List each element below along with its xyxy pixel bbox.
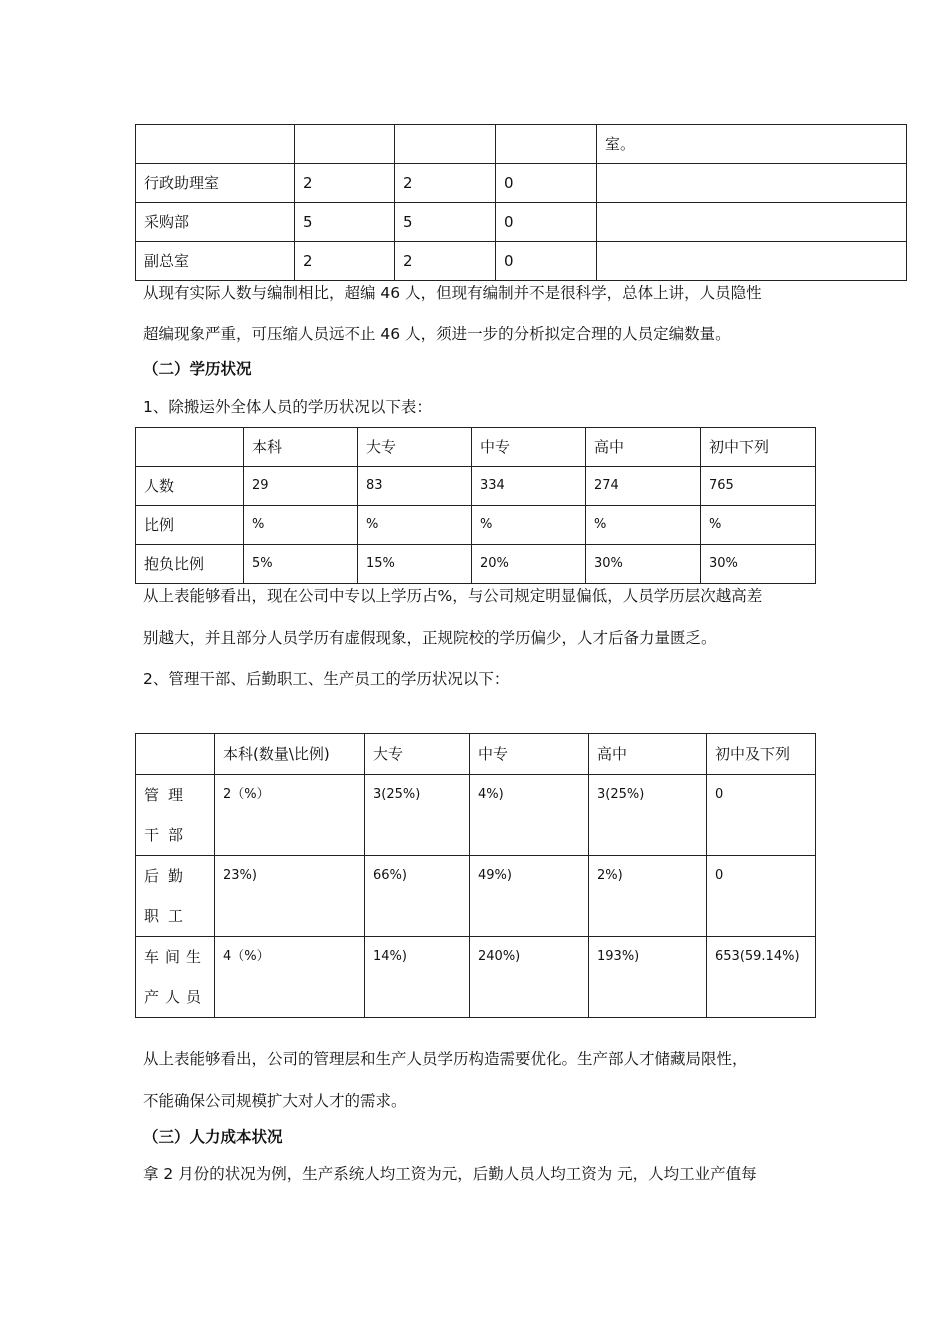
education-by-group-table (135, 733, 816, 1018)
table-cell: 0 (707, 775, 816, 856)
table-cell (395, 125, 496, 164)
table-cell (496, 125, 597, 164)
table-cell: 0 (496, 203, 597, 242)
table-row (136, 775, 816, 856)
table-header-cell: 大专 (358, 428, 472, 467)
table-header-cell: 中专 (472, 428, 586, 467)
paragraph-line: 从现有实际人数与编制相比，超编 46 人，但现有编制并不是很科学，总体上讲，人员隐性 (143, 284, 762, 302)
list-item: 2、管理干部、后勤职工、生产员工的学历状况以下： (143, 670, 510, 688)
table-header-cell: 本科 (244, 428, 358, 467)
table-row (136, 125, 907, 164)
table-cell: 49%) (470, 856, 589, 937)
table-row (136, 467, 816, 506)
table-cell (597, 242, 907, 281)
table-cell: 行政助理室 (136, 164, 295, 203)
table-cell: 3(25%) (365, 775, 470, 856)
table-cell: 比例 (136, 506, 244, 545)
paragraph-line: 超编现象严重，可压缩人员远不止 46 人，须进一步的分析拟定合理的人员定编数量。 (143, 325, 731, 343)
section-heading: （二）学历状况 (143, 360, 252, 378)
table-cell: 334 (472, 467, 586, 506)
table-cell: 0 (707, 856, 816, 937)
staffing-table (135, 124, 907, 281)
table-row (136, 937, 816, 1018)
table-header-cell: 初中及下列 (707, 734, 816, 775)
table-cell: 2 (395, 164, 496, 203)
table-cell: 0 (496, 164, 597, 203)
table-header-cell: 本科(数量\比例) (215, 734, 365, 775)
table-header-cell: 高中 (589, 734, 707, 775)
table-cell: 30% (586, 545, 701, 584)
table-cell: 66%) (365, 856, 470, 937)
table-cell (295, 125, 395, 164)
table-header-cell: 高中 (586, 428, 701, 467)
table-cell: 0 (496, 242, 597, 281)
paragraph-line: 拿 2 月份的状况为例，生产系统人均工资为元，后勤人员人均工资为 元，人均工业产值每 (143, 1165, 757, 1183)
table-cell: 人数 (136, 467, 244, 506)
table-row (136, 242, 907, 281)
table-cell: 后勤职工 (136, 856, 215, 937)
table-cell (597, 164, 907, 203)
table-row (136, 203, 907, 242)
table-cell: 23%) (215, 856, 365, 937)
table-cell: % (358, 506, 472, 545)
table-cell: 2 (295, 164, 395, 203)
table-row (136, 506, 816, 545)
paragraph-line: 不能确保公司规模扩大对人才的需求。 (143, 1092, 407, 1110)
table-cell: 193%) (589, 937, 707, 1018)
table-cell: 2 (295, 242, 395, 281)
paragraph-line: 别越大，并且部分人员学历有虚假现象，正规院校的学历偏少，人才后备力量匮乏。 (143, 629, 717, 647)
table-cell: 765 (701, 467, 816, 506)
table-cell: 5 (395, 203, 496, 242)
table-cell: 2%) (589, 856, 707, 937)
table-cell (136, 125, 295, 164)
table-cell: % (472, 506, 586, 545)
table-cell: 3(25%) (589, 775, 707, 856)
table-cell: % (586, 506, 701, 545)
table-row (136, 856, 816, 937)
table-cell: 15% (358, 545, 472, 584)
table-cell: 274 (586, 467, 701, 506)
table-row (136, 164, 907, 203)
section-heading: （三）人力成本状况 (143, 1128, 283, 1146)
table-cell: 4%) (470, 775, 589, 856)
table-cell: 2（%） (215, 775, 365, 856)
table-cell: 653(59.14%) (707, 937, 816, 1018)
table-header-cell: 初中下列 (701, 428, 816, 467)
table-cell: 室。 (597, 125, 907, 164)
paragraph-line: 从上表能够看出，现在公司中专以上学历占%，与公司规定明显偏低，人员学历层次越高差 (143, 587, 763, 605)
table-cell: 抱负比例 (136, 545, 244, 584)
table-header-cell: 中专 (470, 734, 589, 775)
table-row (136, 545, 816, 584)
table-cell: 29 (244, 467, 358, 506)
table-cell: 副总室 (136, 242, 295, 281)
table-cell (597, 203, 907, 242)
table-cell: 83 (358, 467, 472, 506)
table-cell: 采购部 (136, 203, 295, 242)
education-table (135, 427, 816, 584)
table-cell: 240%) (470, 937, 589, 1018)
table-cell: 14%) (365, 937, 470, 1018)
list-item: 1、除搬运外全体人员的学历状况以下表： (143, 398, 432, 416)
paragraph-line: 从上表能够看出，公司的管理层和生产人员学历构造需要优化。生产部人才储藏局限性， (143, 1050, 748, 1068)
table-cell: 20% (472, 545, 586, 584)
table-header-cell (136, 428, 244, 467)
table-cell: 管理干部 (136, 775, 215, 856)
table-cell: 30% (701, 545, 816, 584)
table-cell: 2 (395, 242, 496, 281)
table-cell: 5% (244, 545, 358, 584)
table-header-cell (136, 734, 215, 775)
table-header-row (136, 428, 816, 467)
table-header-cell: 大专 (365, 734, 470, 775)
table-cell: 5 (295, 203, 395, 242)
table-cell: 4（%） (215, 937, 365, 1018)
table-cell: % (701, 506, 816, 545)
table-cell: 车间生产人员 (136, 937, 215, 1018)
table-cell: % (244, 506, 358, 545)
table-header-row (136, 734, 816, 775)
